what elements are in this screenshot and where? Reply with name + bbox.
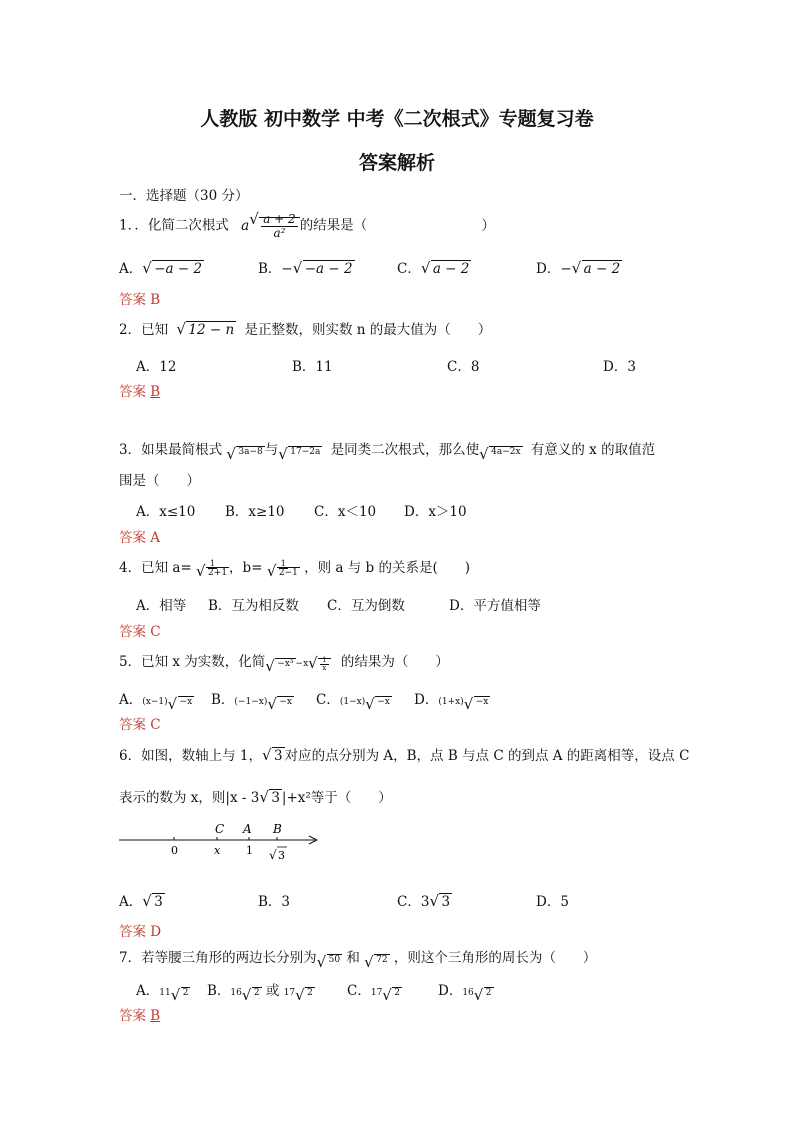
q4-option-b: B．互为相反数 (208, 598, 299, 614)
q3-answer (119, 526, 160, 546)
question-number: 7． (119, 950, 142, 966)
option-label: B． (258, 261, 282, 277)
option-label: D． (414, 692, 439, 708)
question-2 (119, 318, 491, 338)
question-number: 5． (119, 654, 142, 670)
q7-answer (119, 1004, 160, 1024)
option-radical: √ a − 2 (574, 261, 623, 277)
question-text: 有意义的 x 的取值范 (530, 442, 656, 458)
q7-option-d (438, 979, 494, 999)
question-text: 已知 x 为实数，化简 (141, 654, 266, 670)
question-text: ，b= (229, 560, 263, 576)
q1-option-a (119, 257, 204, 277)
option-coef: 16 (462, 988, 474, 998)
math-radical: √ 3 (261, 790, 282, 806)
question-text-tail: 是正整数，则实数 n 的最大值为（ ） (244, 322, 492, 338)
math-radical: √ 3a−8 (228, 447, 264, 457)
option-label: C． (316, 692, 340, 708)
math-fraction (261, 212, 297, 240)
frac-num: a + 2 (263, 212, 296, 226)
q6-option-c (397, 890, 452, 910)
answer-value: B (150, 292, 161, 308)
section-heading: 一．选择题（30 分） (119, 188, 249, 204)
option-or: 或 (265, 983, 280, 999)
q4-answer (119, 620, 161, 640)
answer-label: 答案 (119, 717, 146, 733)
q6-option-d (536, 890, 569, 910)
question-text: 与 (264, 442, 279, 458)
option-label: C． (347, 983, 371, 999)
option-label: D． (536, 894, 561, 910)
q3-option-c: C．x＜10 (314, 504, 377, 520)
option-coef: (1+x) (438, 697, 464, 707)
q2-answer (119, 380, 160, 400)
q7-option-a (136, 979, 190, 999)
math-radical: √ 17−2a (280, 447, 322, 457)
q6-option-b (258, 890, 290, 910)
q1-option-c (397, 257, 471, 277)
option-coef: 11 (159, 988, 171, 998)
q4-option-c: C．互为倒数 (327, 598, 405, 614)
number-line-figure (119, 822, 329, 867)
q5-option-b (211, 688, 294, 708)
q7-option-c (347, 979, 402, 999)
option-radical: √ 2 (244, 988, 262, 998)
question-text-tail: ，则 a 与 b 的关系是( ) (304, 560, 470, 576)
math-fraction: 1 √ 2+1 (196, 559, 229, 578)
question-text: 表示的数为 x，则|x - 3 (119, 790, 260, 806)
q3-option-d: D．x＞10 (404, 504, 467, 520)
question-close: ） (481, 217, 495, 234)
option-radical: √ 2 (384, 988, 402, 998)
question-text: 如图，数轴上与 1， (141, 748, 262, 764)
math-term: −x (295, 659, 309, 669)
q5-answer (119, 713, 161, 733)
option-radical: √ −x (466, 697, 491, 707)
answer-label: 答案 (119, 924, 146, 940)
math-radical: √ $\frac{1}{x}$ (310, 656, 330, 672)
label-root3: 3 (278, 849, 285, 862)
question-5 (119, 650, 449, 672)
question-number: 1． (119, 217, 135, 234)
q4-option-a: A．相等 (136, 598, 187, 614)
q1-option-b (258, 257, 355, 277)
option-label: B． (207, 983, 231, 999)
option-label: B． (258, 894, 282, 910)
question-text: 是同类二次根式，那么使 (330, 442, 480, 458)
option-radical: √ −x (170, 697, 195, 707)
q7-option-b (207, 979, 315, 999)
option-radical: √ −a − 2 (144, 261, 204, 277)
math-radical (251, 212, 299, 240)
option-sign: − (281, 261, 293, 277)
math-radical: √ 3 (264, 748, 285, 764)
question-number: 4． (119, 560, 142, 576)
question-text-tail: ，则这个三角形的周长为（ ） (393, 950, 597, 966)
option-label: A． (119, 261, 143, 277)
option-value: 3 (420, 894, 430, 910)
q2-option-d: D．3 (603, 359, 636, 375)
math-radical: √ 72 (366, 955, 389, 965)
question-text-tail: 的结果为（ ） (340, 654, 449, 670)
question-tail: 的结果是（ (299, 217, 368, 234)
q5-option-d (414, 688, 490, 708)
q1-answer (119, 288, 160, 308)
answer-value: B (150, 1008, 161, 1024)
question-6 (119, 744, 689, 764)
option-radical: √ −x (269, 697, 294, 707)
document-subtitle: 答案解析 (358, 152, 435, 174)
option-label: B． (211, 692, 235, 708)
label-root3-sign: √ (269, 848, 277, 862)
option-coef: (−1−x) (234, 697, 268, 707)
option-value: 3 (281, 894, 291, 910)
option-radical: √ 2 (297, 988, 315, 998)
question-7 (119, 946, 596, 966)
option-label: A． (136, 983, 160, 999)
question-text: 如果最简根式 (141, 442, 223, 458)
option-radical: √ −x (367, 697, 392, 707)
math-radical: √ 12 − n (178, 322, 236, 338)
answer-value: D (150, 924, 162, 940)
answer-value: C (150, 624, 161, 640)
label-point-a: A (243, 822, 252, 836)
q2-option-b: B．11 (292, 359, 333, 375)
question-text: 和 (346, 950, 360, 966)
option-coef: 17 (370, 988, 383, 998)
math-radical: √ 50 (319, 955, 342, 965)
question-text: 若等腰三角形的两边长分别为 (141, 950, 317, 966)
question-text: 已知 a= (141, 560, 192, 576)
label-x: x (214, 844, 221, 857)
option-label: A． (119, 692, 143, 708)
math-fraction: 1 √ 2−1 (267, 559, 300, 578)
q6-answer (119, 920, 161, 940)
option-radical: √ 3 (144, 894, 165, 910)
q1-option-d (536, 257, 622, 277)
option-label: A． (119, 894, 143, 910)
answer-value: A (150, 530, 161, 546)
question-6-line2 (119, 786, 392, 806)
label-one: 1 (246, 844, 253, 857)
q6-option-a (119, 890, 165, 910)
q2-option-a: A．12 (136, 359, 177, 375)
option-coef: 16 (230, 988, 242, 998)
option-radical: √ −a − 2 (295, 261, 355, 277)
q2-option-c: C．8 (447, 359, 480, 375)
question-number: 3． (119, 442, 142, 458)
option-coef: (1−x) (339, 697, 366, 707)
answer-label: 答案 (119, 1008, 146, 1024)
option-radical: √ 2 (476, 988, 494, 998)
option-coef: (x−1) (142, 697, 168, 707)
question-text: ．化简二次根式 (134, 217, 229, 234)
frac-den: a² (273, 226, 286, 240)
question-number: 6． (119, 748, 142, 764)
question-text: 对应的点分别为 A，B，点 B 与点 C 的到点 A 的距离相等，设点 C (284, 748, 690, 764)
label-zero: 0 (171, 844, 178, 857)
option-label: D． (438, 983, 463, 999)
document-title: 人教版 初中数学 中考《二次根式》专题复习卷 (200, 108, 594, 130)
option-coef: 17 (283, 988, 296, 998)
option-value: 5 (560, 894, 569, 910)
option-sign: − (560, 261, 572, 277)
question-3 (119, 438, 655, 458)
question-text: 已知 (141, 322, 169, 338)
question-1 (119, 212, 495, 240)
answer-label: 答案 (119, 624, 146, 640)
answer-value: C (150, 717, 161, 733)
question-text: |+x²等于（ ） (281, 790, 392, 806)
label-point-b: B (273, 822, 282, 836)
answer-label: 答案 (119, 292, 146, 308)
option-radical: √ 3 (431, 894, 452, 910)
question-number: 2． (119, 322, 142, 338)
math-radical: √ 4a−2x (481, 447, 522, 457)
option-label: C． (397, 261, 421, 277)
q5-option-c (316, 688, 392, 708)
q3-option-a: A．x≤10 (136, 504, 196, 520)
option-label: C． (397, 894, 421, 910)
math-radical: √ −x³ (267, 659, 295, 669)
answer-label: 答案 (119, 530, 146, 546)
answer-label: 答案 (119, 384, 146, 400)
option-label: D． (536, 261, 561, 277)
option-radical: √ a − 2 (423, 261, 472, 277)
answer-value: B (150, 384, 161, 400)
math-coef: a (241, 217, 250, 234)
label-point-c: C (215, 822, 225, 836)
q3-option-b: B．x≥10 (225, 504, 285, 520)
option-radical: √ 2 (173, 988, 191, 998)
q4-option-d: D．平方值相等 (449, 598, 541, 614)
question-4 (119, 556, 470, 578)
question-3-line2: 围是（ ） (119, 473, 200, 489)
q5-option-a (119, 688, 194, 708)
